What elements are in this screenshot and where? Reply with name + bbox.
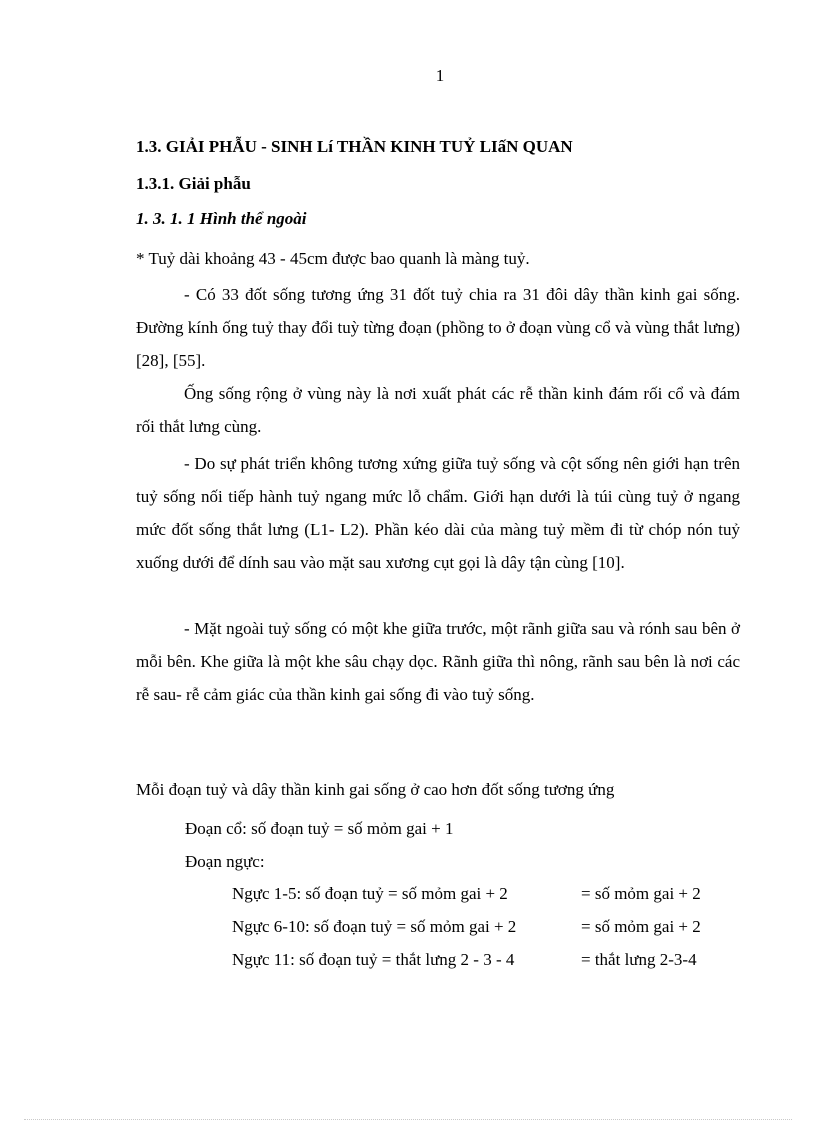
paragraph-vertebrae-count: - Có 33 đốt sống tương ứng 31 đốt tuỷ chia ra 31 đôi dây thần kinh gai sống. Đường kính ống tuỷ thay đổi tuỳ từng đoạn (phồng to ở đoạn vùng cổ và vùng thắt lưng) [28], [55]. bbox=[136, 285, 740, 370]
section-heading-sub: 1.3.1. Giải phẫu bbox=[136, 174, 251, 193]
thoracic-row-formula: Ngực 11: số đoạn tuỷ = thắt lưng 2 - 3 - 4 bbox=[232, 950, 515, 969]
thoracic-row bbox=[232, 917, 701, 937]
thoracic-row-result: = số mỏm gai + 2 bbox=[581, 917, 701, 936]
thoracic-row-result: = thắt lưng 2-3-4 bbox=[581, 950, 697, 969]
thoracic-row-formula: Ngực 1-5: số đoạn tuỷ = số mỏm gai + 2 bbox=[232, 884, 508, 903]
page-bottom-divider bbox=[24, 1119, 792, 1120]
section-heading-main: 1.3. GIẢI PHẪU - SINH Lí THẦN KINH TUỶ LIấN QUAN bbox=[136, 137, 573, 156]
paragraph-spinal-limits: - Do sự phát triển không tương xứng giữa tuỷ sống và cột sống nên giới hạn trên tuỷ sống nối tiếp hành tuỷ ngang mức lỗ chẩm. Giới hạn dưới là túi cùng tuỷ ở ngang mức đốt sống thắt lưng (L1- L2). Phần kéo dài của màng tuỷ mềm đi từ chóp nón tuỷ xuống dưới để dính sau vào mặt sau xương cụt gọi là dây tận cùng [10]. bbox=[136, 454, 740, 572]
segment-thoracic-label: Đoạn ngực: bbox=[185, 852, 265, 871]
thoracic-row bbox=[232, 884, 701, 904]
paragraph-spinal-length: * Tuỷ dài khoảng 43 - 45cm được bao quanh là màng tuỷ. bbox=[136, 249, 530, 268]
segment-cervical: Đoạn cổ: số đoạn tuỷ = số mỏm gai + 1 bbox=[185, 819, 454, 838]
paragraph-spinal-canal: Ống sống rộng ở vùng này là nơi xuất phát các rễ thần kinh đám rối cổ và đám rối thắt lưng cùng. bbox=[136, 384, 740, 436]
thoracic-row bbox=[232, 950, 697, 970]
segment-summary: Mỗi đoạn tuỷ và dây thần kinh gai sống ở cao hơn đốt sống tương ứng bbox=[136, 780, 615, 799]
paragraph-outer-surface: - Mặt ngoài tuỷ sống có một khe giữa trước, một rãnh giữa sau và rónh sau bên ở mỗi bên. Khe giữa là một khe sâu chạy dọc. Rãnh giữa thì nông, rãnh sau bên là nơi các rễ sau- rễ cảm giác của thần kinh gai sống đi vào tuỷ sống. bbox=[136, 619, 740, 704]
page-number: 1 bbox=[435, 66, 445, 85]
section-heading-italic: 1. 3. 1. 1 Hình thể ngoài bbox=[136, 209, 307, 228]
thoracic-row-formula: Ngực 6-10: số đoạn tuỷ = số mỏm gai + 2 bbox=[232, 917, 517, 936]
thoracic-row-result: = số mỏm gai + 2 bbox=[581, 884, 701, 903]
